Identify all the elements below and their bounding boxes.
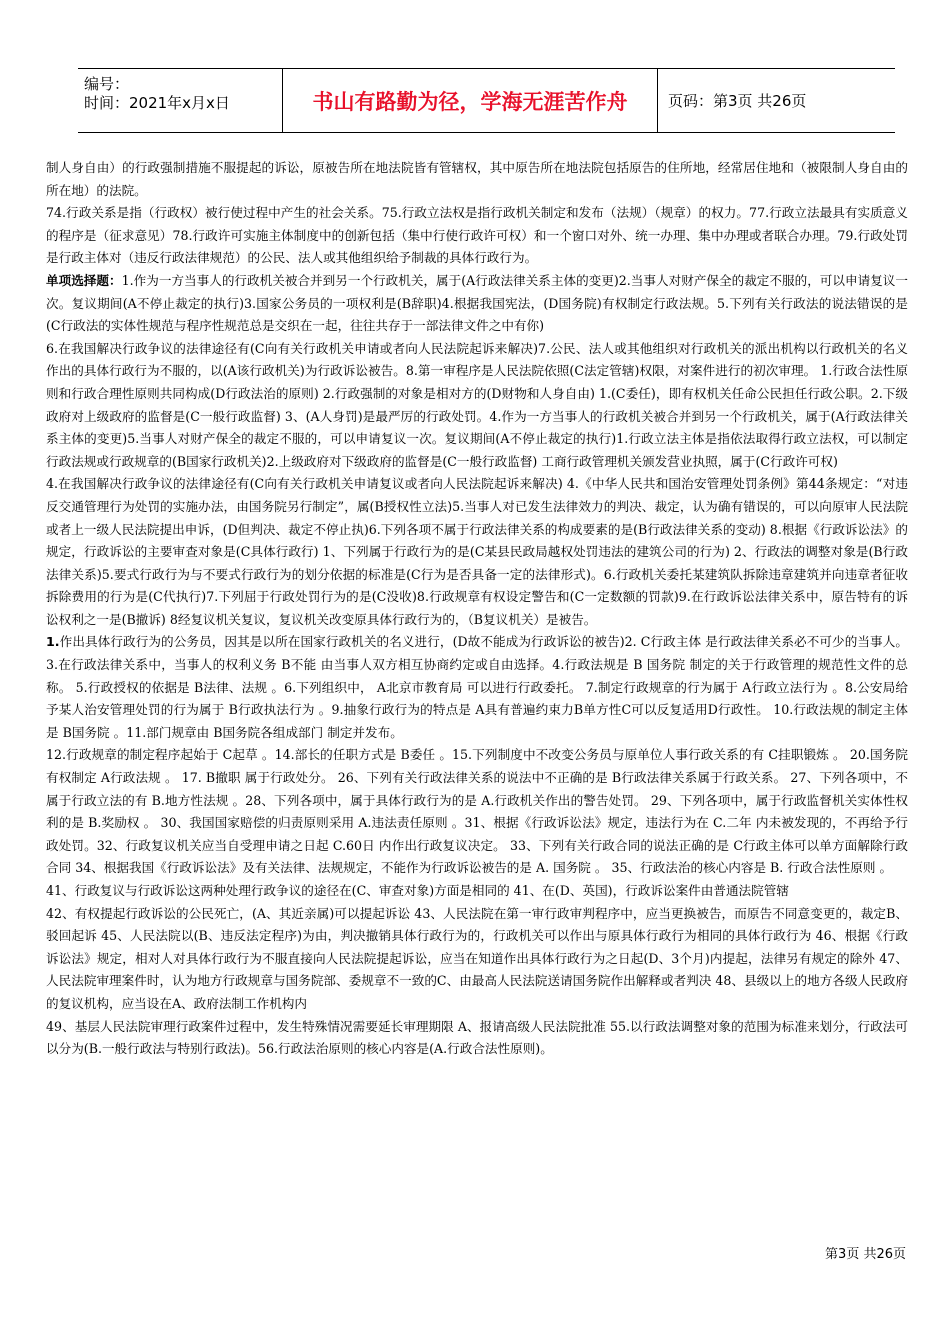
page-footer: 第3页 共26页 xyxy=(825,1247,906,1262)
item-number: 1. xyxy=(46,634,60,650)
page-header xyxy=(78,68,895,133)
paragraph: 41、行政复议与行政诉讼这两种处理行政争议的途径在(C、审查对象)方面是相同的 41、在(D、英国)，行政诉讼案件由普通法院管辖 xyxy=(46,883,789,898)
paragraph: 12.行政规章的制定程序起始于 C起草 。14.部长的任职方式是 B委任 。15.下列制度中不改变公务员与原单位人事行政关系的有 C挂职锻炼 。 20.国务院有权制定 A行政法规 。 17. B撤职 属于行政处分。 26、下列有关行政法律关系的说法中不正确的是 B行政法律关系属于行政关系。 27、下列各项中，不属于行政立法的有 B.地方性法规 。28、下列各项中，属于具体行政行为的是 A.行政机关作出的警告处罚。 29、下列各项中，属于行政监督机关实体性权利的是 B.奖励权 。 30、我国国家赔偿的归责原则采用 A.违法责任原则 。31、根据《行政诉讼法》规定，违法行为在 C.二年 内未被发现的，不再给予行政处罚。32、行政复议机关应当自受理申请之日起 C.60日 内作出行政复议决定。 33、下列有关行政合同的说法正确的是 C行政主体可以单方面解除行政合同 34、根据我国《行政诉讼法》及有关法律、法规规定，不能作为行政诉讼被告的是 A. 国务院 。 35、行政法治的核心内容是 B. 行政合法性原则 。 xyxy=(46,747,908,876)
header-meta xyxy=(78,69,283,132)
paragraph: 制人身自由）的行政强制措施不服提起的诉讼，原被告所在地法院皆有管辖权，其中原告所在地法院包括原告的住所地，经常居住地和（被限制人身自由的所在地）的法院。 xyxy=(46,160,908,198)
paragraph: 6.在我国解决行政争议的法律途径有(C向有关行政机关申请或者向人民法院起诉来解决)7.公民、法人或其他组织对行政机关的派出机构以行政机关的名义作出的具体行政行为不服的，以(A该行政机关)为行政诉讼被告。8.第一审程序是人民法院依照(C法定管辖)权限，对案件进行的初次审理。 1.行政合法性原则和行政合理性原则共同构成(D行政法治的原则) 2.行政强制的对象是相对方的(D财物和人身自由) 1.(C委任)，即有权机关任命公民担任行政公职。2.下级政府对上级政府的监督是(C一般行政监督) 3、(A人身罚)是最严厉的行政处罚。4.作为一方当事人的行政机关被合并到另一个行政机关，属于(A行政法律关系主体的变更)5.当事人对财产保全的裁定不服的，可以申请复议一次。复议期间(A不停止裁定的执行)1.行政立法主体是指依法取得行政立法权，可以制定行政法规或行政规章的(B国家行政机关)2.上级政府对下级政府的监督是(C一般行政监督) 工商行政管理机关颁发营业执照，属于(C行政许可权) xyxy=(46,340,908,469)
paragraph: 49、基层人民法院审理行政案件过程中，发生特殊情况需要延长审理期限 A、报请高级人民法院批准 55.以行政法调整对象的范围为标准来划分，行政法可以分为(B.一般行政法与特别行政法)。56.行政法治原则的核心内容是(A.行政合法性原则)。 xyxy=(46,1018,908,1057)
paragraph-text: 1.作为一方当事人的行政机关被合并到另一个行政机关，属于(A行政法律关系主体的变更)2.当事人对财产保全的裁定不服的，可以申请复议一次。复议期间(A不停止裁定的执行)3.国家公务员的一项权利是(B辞职)4.根据我国宪法，(D国务院)有权制定行政法规。5.下列有关行政法的说法错误的是(C行政法的实体性规范与程序性规范总是交织在一起，往往共存于一部法律文件之中有你) xyxy=(46,272,909,334)
header-page-number: 页码：第3页 共26页 xyxy=(668,92,807,110)
paragraph xyxy=(46,631,908,744)
paragraph: 4.在我国解决行政争议的法律途径有(C向有关行政机关申请复议或者向人民法院起诉来解决) 4.《中华人民共和国治安管理处罚条例》第44条规定：“对违反交通管理行为处罚的实施办法，由国务院另行制定”，属(B授权性立法)5.当事人对已发生法律效力的判决、裁定，认为确有错误的，可以向原审人民法院或者上一级人民法院提出申诉，(D但判决、裁定不停止执)6.下列各项不属于行政法律关系的构成要素的是(B行政法律关系的变动) 8.根据《行政诉讼法》的规定，行政诉讼的主要审查对象是(C具体行政行) 1、下列属于行政行为的是(C某县民政局越权处罚违法的建筑公司的行为) 2、行政法的调整对象是(B行政法律关系)5.要式行政行为与不要式行政行为的划分依据的标准是(C行为是否具备一定的法律形式)。6.行政机关委托某建筑队拆除违章建筑并向违章者征收拆除费用的行为是(C代执行)7.下列屈于行政处罚行为的是(C没收)8.行政规章有权设定警告和(C一定数额的罚款)9.在行政诉讼法律关系中，原告特有的诉讼权利之一是(B撤诉) 8经复议机关复议，复议机关改变原具体行政行为的，（B复议机关）是被告。 xyxy=(46,476,908,627)
paragraph: 42、有权提起行政诉讼的公民死亡，(A、其近亲属)可以提起诉讼 43、人民法院在第一审行政审判程序中，应当更换被告，而原告不同意变更的，裁定B、驳回起诉 45、人民法院以(B、违反法定程序)为由，判决撤销具体行政行为的，行政机关可以作出与原具体行政行为相同的具体行政行为 46、根据《行政诉讼法》规定，相对人对具体行政行为不服直接向人民法院提起诉讼，应当在知道作出具体行政行为之日起(D、3个月)内提起，法律另有规定的除外 47、人民法院审理案件时，认为地方行政规章与国务院部、委规章不一致的C、由最高人民法院送请国务院作出解释或者判决 48、县级以上的地方各级人民政府的复议机构，应当设在A、政府法制工作机构内 xyxy=(46,905,908,1011)
paragraph-text: 作出具体行政行为的公务员，因其是以所在国家行政机关的名义进行，(D故不能成为行政诉讼的被告)2. C行政主体 是行政法律关系必不可少的当事人。3.在行政法律关系中，当事人的权利义务 B不能 由当事人双方相互协商约定或自由选择。4.行政法规是 B 国务院 制定的关于行政管理的规范性文件的总称。 5.行政授权的依据是 B法律、法规 。6.下列组织中， A北京市教育局 可以进行行政委托。 7.制定行政规章的行为属于 A行政立法行为 。8.公安局给予某人治安管理处罚的行为属于 B行政执法行为 。9.抽象行政行为的特点是 A具有普遍约束力B单方性C可以反复适用D行政性。 10.行政法规的制定主体是 B国务院 。11.部门规章由 B国务院各组成部门 制定并发布。 xyxy=(46,634,908,740)
paragraph: 74.行政关系是指（行政权）被行使过程中产生的社会关系。75.行政立法权是指行政机关制定和发布（法规）（规章）的权力。77.行政立法最具有实质意义的程序是（征求意见）78.行政许可实施主体制度中的创新包括（集中行使行政许可权）和一个窗口对外、统一办理、集中办理或者联合办理。79.行政处罚是行政主体对（违反行政法律规范）的公民、法人或其他组织给予制裁的具体行政行为。 xyxy=(46,205,908,266)
document-number-label: 编号： xyxy=(84,75,130,93)
section-heading: 单项选择题： xyxy=(46,272,122,288)
document-time-label: 时间：2021年x月x日 xyxy=(84,94,230,112)
header-motto: 书山有路勤为径，学海无涯苦作舟 xyxy=(283,69,658,132)
paragraph xyxy=(46,270,908,338)
document-body xyxy=(46,157,908,1061)
